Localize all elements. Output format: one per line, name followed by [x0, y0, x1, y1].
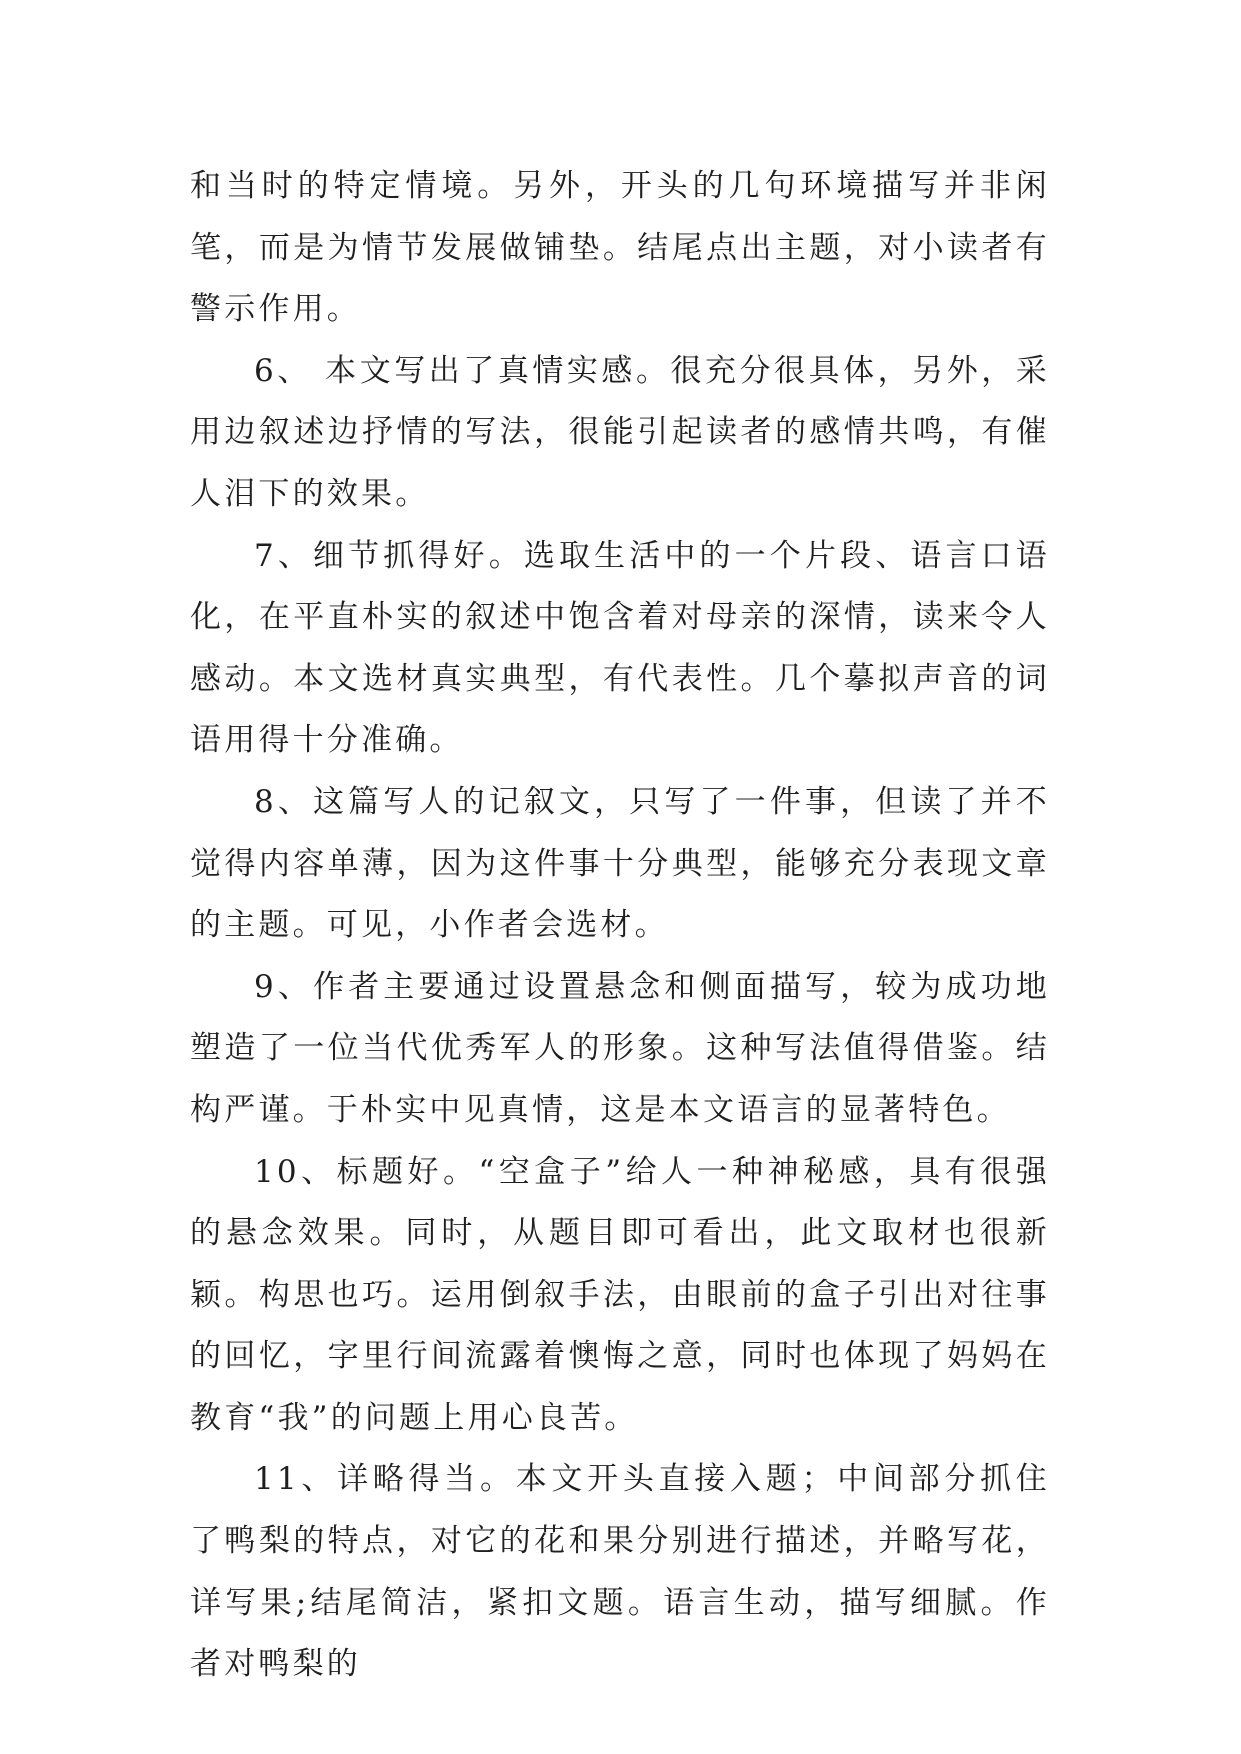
- paragraph-continued: 和当时的特定情境。另外，开头的几句环境描写并非闲笔，而是为情节发展做铺垫。结尾点出主题，对小读者有警示作用。: [190, 168, 1050, 328]
- paragraph-9: 9、作者主要通过设置悬念和侧面描写，较为成功地塑造了一位当代优秀军人的形象。这种写法值得借鉴。结构严谨。于朴实中见真情，这是本文语言的显著特色。: [190, 968, 1050, 1128]
- paragraph-7: 7、细节抓得好。选取生活中的一个片段、语言口语化，在平直朴实的叙述中饱含着对母亲的深情，读来令人感动。本文选材真实典型，有代表性。几个摹拟声音的词语用得十分准确。: [190, 537, 1050, 759]
- document-body: [190, 156, 1050, 1696]
- paragraph-10: 10、标题好。“空盒子”给人一种神秘感，具有很强的悬念效果。同时，从题目即可看出，此文取材也很新颖。构思也巧。运用倒叙手法，由眼前的盒子引出对往事的回忆，字里行间流露着懊悔之意，同时也体现了妈妈在教育“我”的问题上用心良苦。: [190, 1153, 1050, 1436]
- paragraph-8: 8、这篇写人的记叙文，只写了一件事，但读了并不觉得内容单薄，因为这件事十分典型，能够充分表现文章的主题。可见，小作者会选材。: [190, 783, 1050, 944]
- paragraph-6: 6、 本文写出了真情实感。很充分很具体，另外，采用边叙述边抒情的写法，很能引起读者的感情共鸣，有催人泪下的效果。: [190, 352, 1050, 512]
- paragraph-11: 11、详略得当。本文开头直接入题；中间部分抓住了鸭梨的特点，对它的花和果分别进行描述，并略写花，详写果;结尾简洁，紧扣文题。语言生动，描写细腻。作者对鸭梨的: [190, 1461, 1050, 1683]
